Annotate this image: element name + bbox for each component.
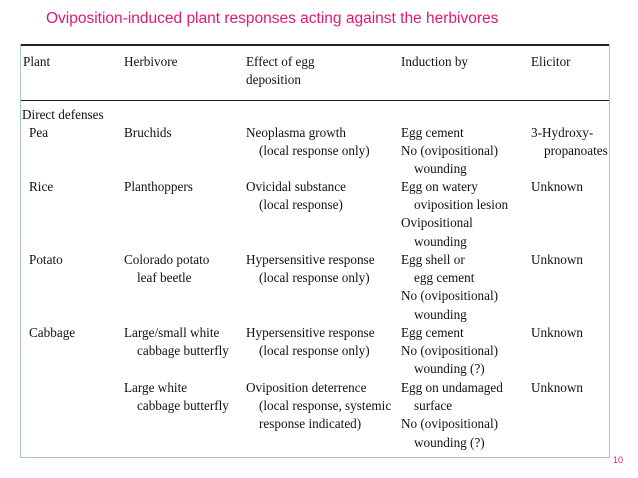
- cell-effect-pea: [246, 124, 370, 160]
- section-direct-defenses: Direct defenses: [22, 107, 104, 122]
- text-line: Neoplasma growth: [246, 125, 346, 140]
- text-line: No (ovipositional): [401, 143, 499, 159]
- text-line: Large/small white: [124, 325, 220, 340]
- text-line: No (ovipositional): [401, 343, 499, 359]
- text-line: No (ovipositional): [401, 288, 499, 304]
- cell-induction-potato: [401, 251, 498, 324]
- cell-effect-potato: [246, 251, 375, 287]
- text-line: response indicated): [259, 416, 362, 432]
- text-line: (local response, systemic: [259, 398, 392, 414]
- cell-plant-pea: Pea: [29, 125, 49, 140]
- cell-herbivore-rice: [124, 178, 193, 196]
- text-line: Hypersensitive response: [246, 252, 375, 267]
- text-line: Egg shell or: [401, 252, 465, 267]
- text-line: Egg cement: [401, 125, 464, 140]
- cell-herbivore-cabbage: [124, 324, 229, 360]
- text-line: (local response): [259, 197, 343, 213]
- slide-title: Oviposition-induced plant responses acting against the herbivores: [46, 10, 499, 27]
- cell-induction-cabbage: [401, 324, 498, 379]
- cell-elicitor-pea: [531, 124, 608, 160]
- text-line: wounding (?): [414, 434, 485, 450]
- page-number: 10: [612, 455, 623, 465]
- cell-induction-rice: [401, 178, 508, 251]
- text-line: Egg on undamaged: [401, 380, 503, 395]
- text-line: Unknown: [531, 179, 584, 194]
- cell-herbivore-potato: [124, 251, 209, 287]
- cell-elicitor-rice: [531, 178, 583, 196]
- cell-effect-rice: [246, 178, 346, 214]
- text-line: (local response only): [259, 143, 370, 159]
- text-line: leaf beetle: [137, 270, 192, 286]
- text-line: egg cement: [414, 270, 475, 286]
- text-line: oviposition lesion: [414, 197, 509, 213]
- text-line: Planthoppers: [124, 179, 193, 194]
- cell-effect-cabbage: [246, 324, 375, 360]
- text-line: Oviposition deterrence: [246, 380, 367, 395]
- cell-plant-rice: Rice: [29, 179, 54, 194]
- text-line: wounding: [414, 306, 467, 322]
- header-herbivore: Herbivore: [124, 54, 178, 69]
- text-line: surface: [414, 398, 453, 414]
- text-line: Unknown: [531, 325, 584, 340]
- header-effect-line2: deposition: [246, 72, 301, 88]
- header-elicitor: Elicitor: [531, 54, 571, 69]
- text-line: wounding: [414, 233, 467, 249]
- text-line: cabbage butterfly: [137, 343, 229, 359]
- cell-herbivore-large-white: [124, 379, 229, 415]
- cell-plant-cabbage: Cabbage: [29, 325, 76, 340]
- text-line: Egg on watery: [401, 179, 478, 194]
- header-induction: Induction by: [401, 54, 469, 69]
- text-line: Unknown: [531, 380, 584, 395]
- text-line: Unknown: [531, 252, 584, 267]
- text-line: Ovicidal substance: [246, 179, 346, 194]
- text-line: Large white: [124, 380, 188, 395]
- cell-herbivore-pea: [124, 124, 172, 142]
- defenses-table: [20, 44, 610, 458]
- header-effect: [246, 53, 315, 89]
- text-line: (local response only): [259, 270, 370, 286]
- text-line: wounding: [414, 161, 467, 177]
- text-line: Ovipositional: [401, 215, 473, 231]
- cell-effect-large-white: [246, 379, 391, 434]
- cell-elicitor-cabbage: [531, 324, 583, 342]
- table-top-rule: [21, 44, 609, 46]
- cell-elicitor-potato: [531, 251, 583, 269]
- header-effect-line1: Effect of egg: [246, 54, 315, 69]
- cell-elicitor-large-white: [531, 379, 583, 397]
- text-line: 3-Hydroxy-: [531, 125, 594, 140]
- text-line: Colorado potato: [124, 252, 210, 267]
- header-plant: Plant: [23, 54, 51, 69]
- cell-plant-potato: Potato: [29, 252, 63, 267]
- text-line: (local response only): [259, 343, 370, 359]
- text-line: Hypersensitive response: [246, 325, 375, 340]
- text-line: No (ovipositional): [401, 416, 499, 432]
- cell-induction-pea: [401, 124, 498, 179]
- text-line: cabbage butterfly: [137, 398, 229, 414]
- text-line: Bruchids: [124, 125, 172, 140]
- text-line: propanoates: [544, 143, 608, 159]
- text-line: Egg cement: [401, 325, 464, 340]
- table-header-rule: [21, 100, 609, 101]
- text-line: wounding (?): [414, 361, 485, 377]
- cell-induction-large-white: [401, 379, 503, 452]
